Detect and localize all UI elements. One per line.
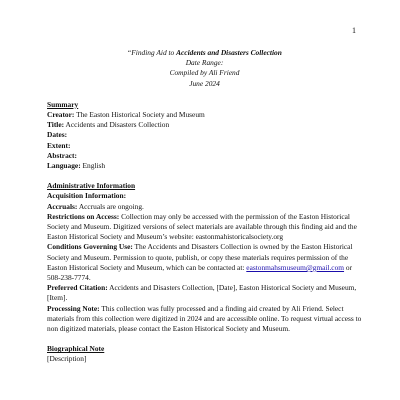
restrictions-field xyxy=(47,212,362,243)
biographical-heading: Biographical Note xyxy=(47,344,105,354)
dates-field xyxy=(47,130,362,140)
summary-section xyxy=(47,100,362,171)
accruals-value: Accruals are ongoing. xyxy=(77,201,144,211)
restrictions-label: Restrictions on Access: xyxy=(47,211,120,221)
citation-value: Accidents and Disasters Collection, [Date], Easton Historical Society and Museum, [Item]. xyxy=(47,283,357,303)
title-block xyxy=(47,48,362,89)
acquisition-field xyxy=(47,191,362,201)
dates-label: Dates: xyxy=(47,130,68,140)
title-value: Accidents and Disasters Collection xyxy=(64,120,170,130)
abstract-label: Abstract: xyxy=(47,150,77,160)
creator-value: The Easton Historical Society and Museum xyxy=(74,110,205,120)
language-field xyxy=(47,161,362,171)
administrative-section xyxy=(47,181,362,334)
accruals-field xyxy=(47,202,362,212)
document-body xyxy=(47,48,362,375)
title-field xyxy=(47,120,362,130)
processing-value: This collection was fully processed and a finding aid created by Ali Friend. Select materials from this collection were digitized in 2024 and are accessible online. To request virtual access to non digitized materials, please contact the Easton Historical Society and Museum. xyxy=(47,303,362,334)
contact-phone: or 508-238-7774. xyxy=(47,262,353,283)
accruals-label: Accruals: xyxy=(47,201,78,211)
processing-label: Processing Note: xyxy=(47,303,100,313)
conditions-value: The Accidents and Disasters Collection is owned by the Easton Historical Society and Museum. Permission to quote, publish, or copy these materials requires permission of the Easton Historical Society and Museum, which can be contacted at: xyxy=(47,242,353,272)
administrative-heading: Administrative Information xyxy=(47,181,136,191)
date-line: June 2024 xyxy=(189,78,220,88)
date-range-line: Date Range: xyxy=(185,58,224,68)
language-value: English xyxy=(80,161,106,171)
citation-field xyxy=(47,283,362,303)
creator-label: Creator: xyxy=(47,110,75,120)
biographical-section xyxy=(47,344,362,364)
title-line xyxy=(47,48,362,58)
language-label: Language: xyxy=(47,161,81,171)
acquisition-label: Acquisition Information: xyxy=(47,191,127,201)
summary-heading: Summary xyxy=(47,99,79,109)
processing-field xyxy=(47,304,362,335)
conditions-label: Conditions Governing Use: xyxy=(47,242,133,252)
citation-label: Preferred Citation: xyxy=(47,283,108,293)
restrictions-value: Collection may only be accessed with the permission of the Easton Historical Society and Museum. Digitized versions of select materials are available through this finding aid and the Easton Historical Society and Museum’s website: eastonmahistoricalsociety.org xyxy=(47,211,357,242)
contact-email-link[interactable]: eastonmahsmuseum@gmail.com xyxy=(246,262,345,272)
conditions-field xyxy=(47,242,362,283)
title-label: Title: xyxy=(47,120,65,130)
title-prefix: “Finding Aid to xyxy=(127,48,177,57)
abstract-field xyxy=(47,151,362,161)
extent-label: Extent: xyxy=(47,140,71,150)
extent-field xyxy=(47,141,362,151)
collection-title: Accidents and Disasters Collection xyxy=(176,48,282,57)
creator-field xyxy=(47,110,362,120)
page-number: 1 xyxy=(352,26,356,35)
compiled-by-line: Compiled by Ali Friend xyxy=(169,68,240,78)
biographical-description: [Description] xyxy=(47,354,87,364)
